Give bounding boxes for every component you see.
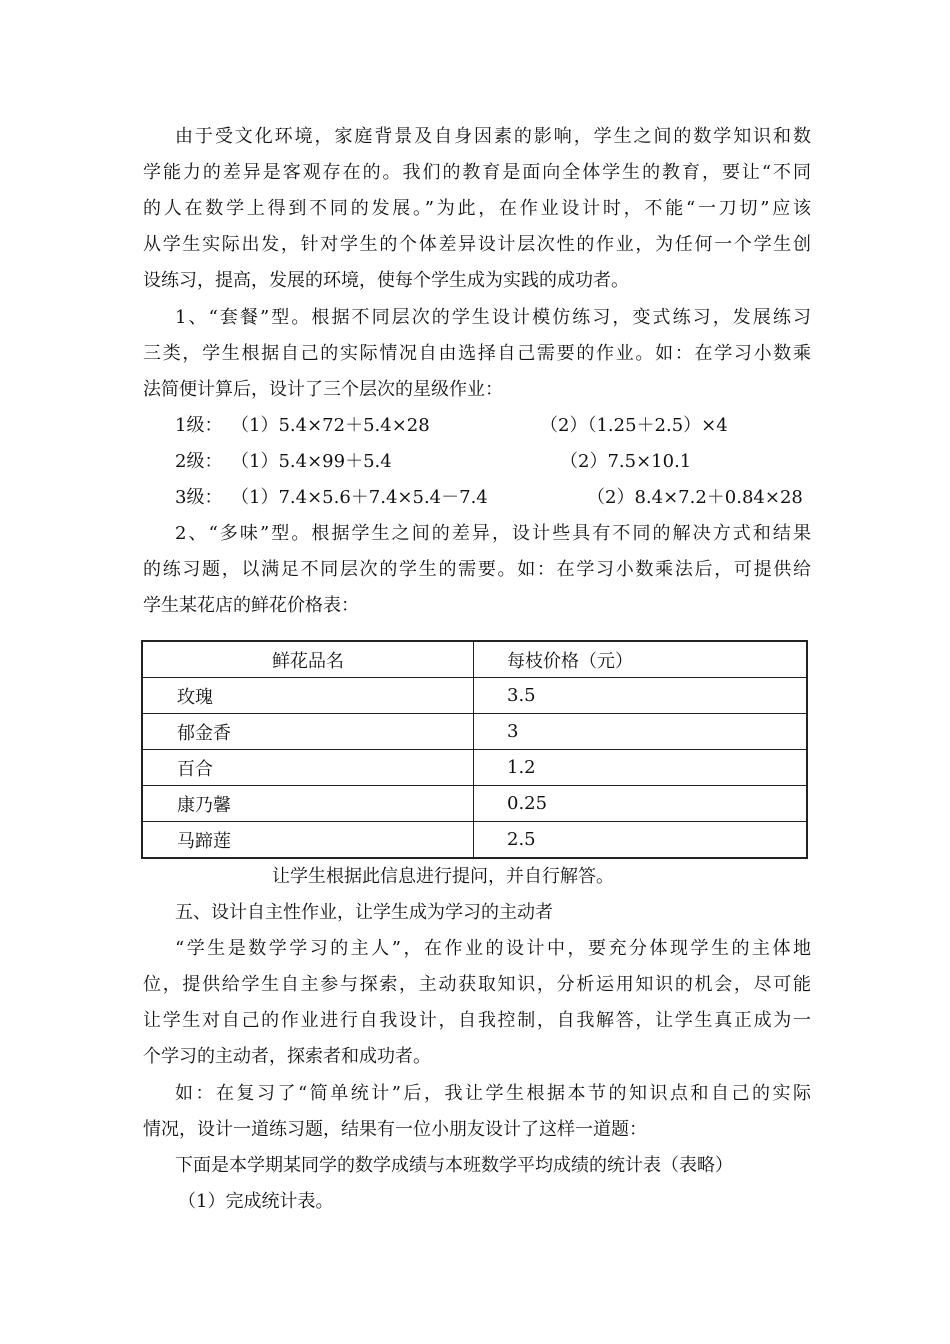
table-row bbox=[143, 786, 806, 822]
stat-table-sentence: 下面是本学期某同学的数学成绩与本班数学平均成绩的统计表（表略） bbox=[175, 1155, 733, 1176]
set-meal-line-2: 三类，学生根据自己的实际情况自由选择自己需要的作业。如：在学习小数乘 bbox=[143, 343, 811, 364]
autonomy-line-3: 让学生对自己的作业进行自我设计，自我控制，自我解答，让学生真正成为一 bbox=[143, 1010, 811, 1031]
table-header-row bbox=[143, 642, 806, 678]
multi-flavor-line-3: 学生某花店的鲜花价格表： bbox=[143, 595, 359, 616]
flower-name-cell: 马蹄莲 bbox=[143, 822, 474, 857]
grade-1-question-1: （1）5.4×72＋5.4×28 bbox=[231, 415, 430, 436]
price-cell: 3 bbox=[474, 714, 806, 750]
flower-name-cell: 郁金香 bbox=[143, 714, 474, 750]
after-table-text: 让学生根据此信息进行提问，并自行解答。 bbox=[272, 866, 614, 887]
intro-line-1: 由于受文化环境，家庭背景及自身因素的影响，学生之间的数学知识和数 bbox=[175, 126, 811, 147]
multi-flavor-line-2: 的练习题，以满足不同层次的学生的需要。如：在学习小数乘法后，可提供给 bbox=[143, 559, 811, 580]
price-cell: 1.2 bbox=[474, 750, 806, 786]
intro-line-2: 学能力的差异是客观存在的。我们的教育是面向全体学生的教育，要让“不同 bbox=[143, 162, 811, 183]
flower-name-cell: 玫瑰 bbox=[143, 678, 474, 714]
grade-3-question-2: （2）8.4×7.2＋0.84×28 bbox=[587, 487, 803, 508]
grade-2-question-1: （1）5.4×99＋5.4 bbox=[231, 451, 392, 472]
flower-name-cell: 康乃馨 bbox=[143, 786, 474, 822]
multi-flavor-line-1: 2、“多味”型。根据学生之间的差异，设计些具有不同的解决方式和结果 bbox=[175, 523, 811, 544]
header-flower-name: 鲜花品名 bbox=[143, 642, 474, 678]
grade-2-label: 2级： bbox=[175, 451, 223, 472]
task-one-text: （1）完成统计表。 bbox=[178, 1191, 334, 1212]
autonomy-line-1: “学生是数学学习的主人”，在作业的设计中，要充分体现学生的主体地 bbox=[175, 938, 811, 959]
grade-1-question-2: （2）（1.25＋2.5）×4 bbox=[540, 415, 728, 436]
grade-3-label: 3级： bbox=[175, 487, 223, 508]
header-unit-price: 每枝价格（元） bbox=[474, 642, 806, 678]
flower-name-cell: 百合 bbox=[143, 750, 474, 786]
example-line-1: 如：在复习了“简单统计”后，我让学生根据本节的知识点和自己的实际 bbox=[175, 1083, 811, 1104]
set-meal-line-3: 法简便计算后，设计了三个层次的星级作业： bbox=[143, 379, 503, 400]
grade-2-question-2: （2）7.5×10.1 bbox=[560, 451, 692, 472]
intro-line-5: 设练习，提高，发展的环境，使每个学生成为实践的成功者。 bbox=[143, 270, 629, 291]
autonomy-line-2: 位，提供给学生自主参与探索，主动获取知识，分析运用知识的机会，尽可能 bbox=[143, 974, 811, 995]
table-row bbox=[143, 750, 806, 786]
table-row bbox=[143, 822, 806, 857]
grade-3-question-1: （1）7.4×5.6＋7.4×5.4－7.4 bbox=[231, 487, 488, 508]
flower-price-table bbox=[141, 640, 808, 859]
example-line-2: 情况，设计一道练习题，结果有一位小朋友设计了这样一道题： bbox=[143, 1119, 647, 1140]
table-row bbox=[143, 678, 806, 714]
autonomy-line-4: 个学习的主动者，探索者和成功者。 bbox=[143, 1046, 431, 1067]
price-cell: 3.5 bbox=[474, 678, 806, 714]
intro-line-4: 从学生实际出发，针对学生的个体差异设计层次性的作业，为任何一个学生创 bbox=[143, 234, 811, 255]
set-meal-line-1: 1、“套餐”型。根据不同层次的学生设计模仿练习，变式练习，发展练习 bbox=[175, 307, 811, 328]
price-cell: 0.25 bbox=[474, 786, 806, 822]
grade-1-label: 1级： bbox=[175, 415, 223, 436]
intro-line-3: 的人在数学上得到不同的发展。”为此，在作业设计时，不能“一刀切”应该 bbox=[143, 198, 811, 219]
price-cell: 2.5 bbox=[507, 829, 536, 850]
section-five-heading: 五、设计自主性作业，让学生成为学习的主动者 bbox=[175, 902, 553, 923]
table-row bbox=[143, 714, 806, 750]
